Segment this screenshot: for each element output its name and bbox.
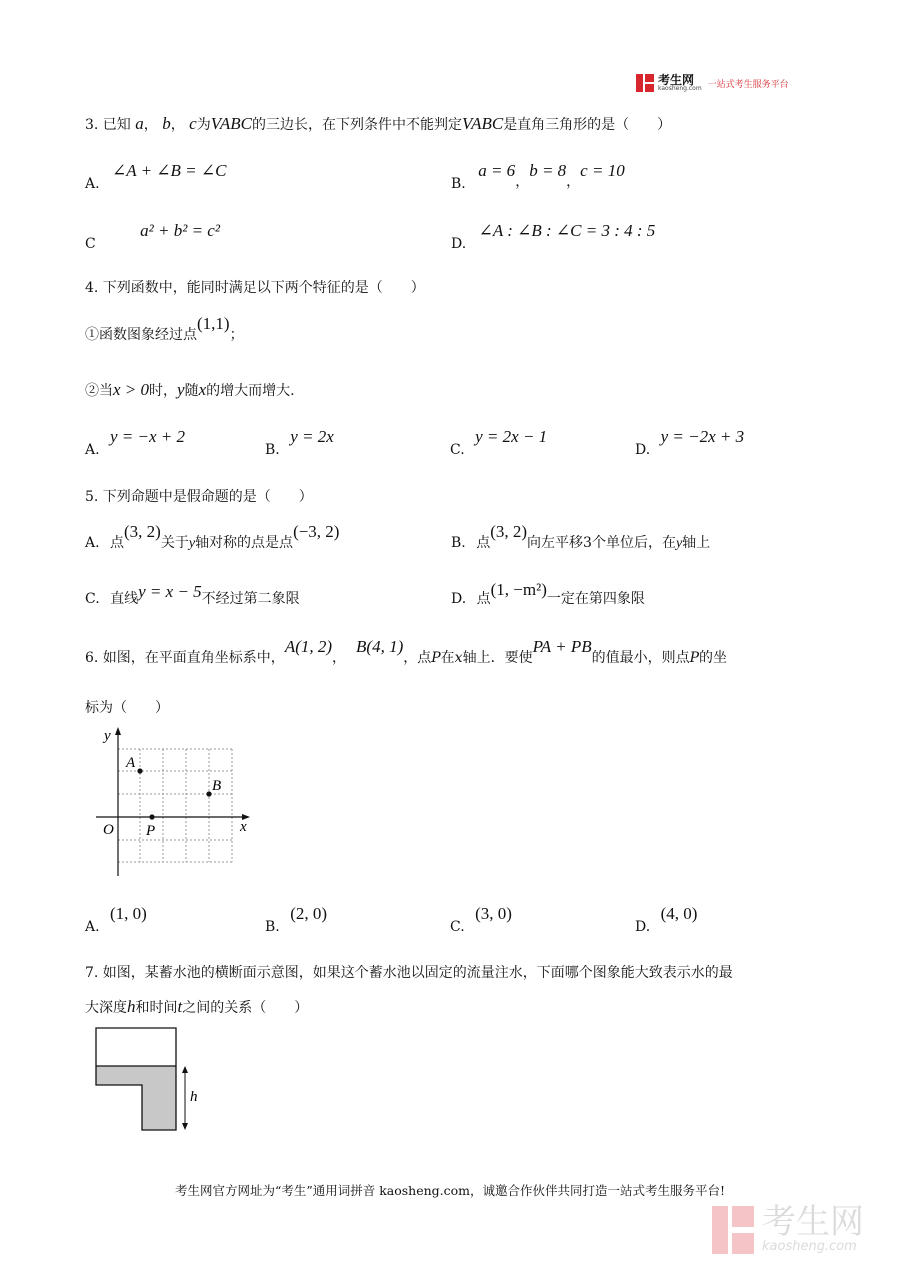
watermark	[712, 1202, 864, 1254]
q4-option-d[interactable]: D. y = −2x + 3	[635, 427, 745, 458]
q4-option-c[interactable]: C. y = 2x − 1	[450, 427, 548, 458]
y-axis-label: y	[104, 728, 111, 744]
q6-option-a[interactable]: A. (1, 0)	[85, 904, 147, 935]
q6-stem-line2: 标为（ ）	[85, 700, 169, 716]
point-a	[137, 768, 142, 773]
q6-stem-line1: 6. 如图，在平面直角坐标系中，A(1, 2)，B(4, 1)，点P在x轴上．要使PA + PB的值最小，则点P的坐	[85, 637, 728, 666]
q7-stem-line1: 7. 如图，某蓄水池的横断面示意图，如果这个蓄水池以固定的流量注水，下面哪个图象能大致表示水的最	[85, 965, 733, 981]
depth-label: h	[190, 1089, 198, 1105]
logo-slogan: 一站式考生服务平台	[707, 79, 789, 90]
watermark-en: kaosheng.com	[762, 1239, 857, 1254]
point-a-label: A	[126, 755, 136, 771]
q3-option-b[interactable]: B. a = 6，b = 8，c = 10	[451, 161, 625, 192]
point-p-label: P	[146, 823, 156, 839]
q7-stem-line2: 大深度h和时间t之间的关系（ ）	[85, 997, 309, 1016]
q4-option-b[interactable]: B. y = 2x	[265, 427, 334, 458]
depth-arrow-down-icon	[182, 1123, 188, 1130]
logo-en: kaosheng.com	[658, 85, 702, 92]
q6-option-d[interactable]: D. (4, 0)	[635, 904, 698, 935]
q3-option-c[interactable]: C a² + b² = c²	[85, 221, 220, 252]
q4-condition-1: ①函数图象经过点(1,1)；	[85, 314, 244, 343]
q5-option-c[interactable]: C. 直线y = x − 5不经过第二象限	[85, 582, 300, 607]
q4-condition-2: ②当x > 0时，y随x的增大而增大.	[85, 380, 295, 399]
point-b	[206, 791, 211, 796]
q3-stem: 3. 已知 a， b， c为VABC的三边长，在下列条件中不能判定VABC是直角三角形的是（ ）	[85, 114, 672, 133]
y-axis-arrow-icon	[115, 727, 121, 735]
depth-arrow-up-icon	[182, 1066, 188, 1073]
header-logo	[636, 74, 789, 92]
point-b-label: B	[212, 778, 222, 794]
q7-reservoir-figure	[90, 1024, 210, 1136]
logo-cn: 考生网	[658, 73, 695, 87]
q5-stem: 5. 下列命题中是假命题的是（ ）	[85, 489, 313, 505]
origin-label: O	[103, 822, 114, 838]
watermark-logo-icon	[712, 1206, 754, 1254]
footer-text: 考生网官方网址为“考生”通用词拼音 kaosheng.com，诚邀合作伙伴共同打造一站式考生服务平台!	[174, 1183, 726, 1198]
x-axis-label: x	[240, 819, 247, 835]
q6-coordinate-figure	[92, 724, 256, 880]
watermark-cn: 考生网	[762, 1202, 864, 1242]
q6-option-b[interactable]: B. (2, 0)	[265, 904, 328, 935]
water-region	[96, 1066, 176, 1130]
q5-option-b[interactable]: B. 点(3, 2)向左平移3个单位后，在y轴上	[451, 522, 711, 551]
q3-option-a[interactable]: A. ∠A + ∠B = ∠C	[85, 161, 227, 192]
q4-option-a[interactable]: A. y = −x + 2	[85, 427, 186, 458]
q5-option-d[interactable]: D. 点(1, −m²)一定在第四象限	[451, 580, 645, 607]
q4-stem: 4. 下列函数中，能同时满足以下两个特征的是（ ）	[85, 280, 425, 296]
q6-option-c[interactable]: C. (3, 0)	[450, 904, 512, 935]
logo-mark-icon	[636, 74, 654, 92]
q3-option-d[interactable]: D. ∠A : ∠B : ∠C = 3 : 4 : 5	[451, 221, 656, 252]
point-p	[149, 814, 154, 819]
q5-option-a[interactable]: A. 点(3, 2)关于y轴对称的点是点(−3, 2)	[85, 522, 340, 551]
